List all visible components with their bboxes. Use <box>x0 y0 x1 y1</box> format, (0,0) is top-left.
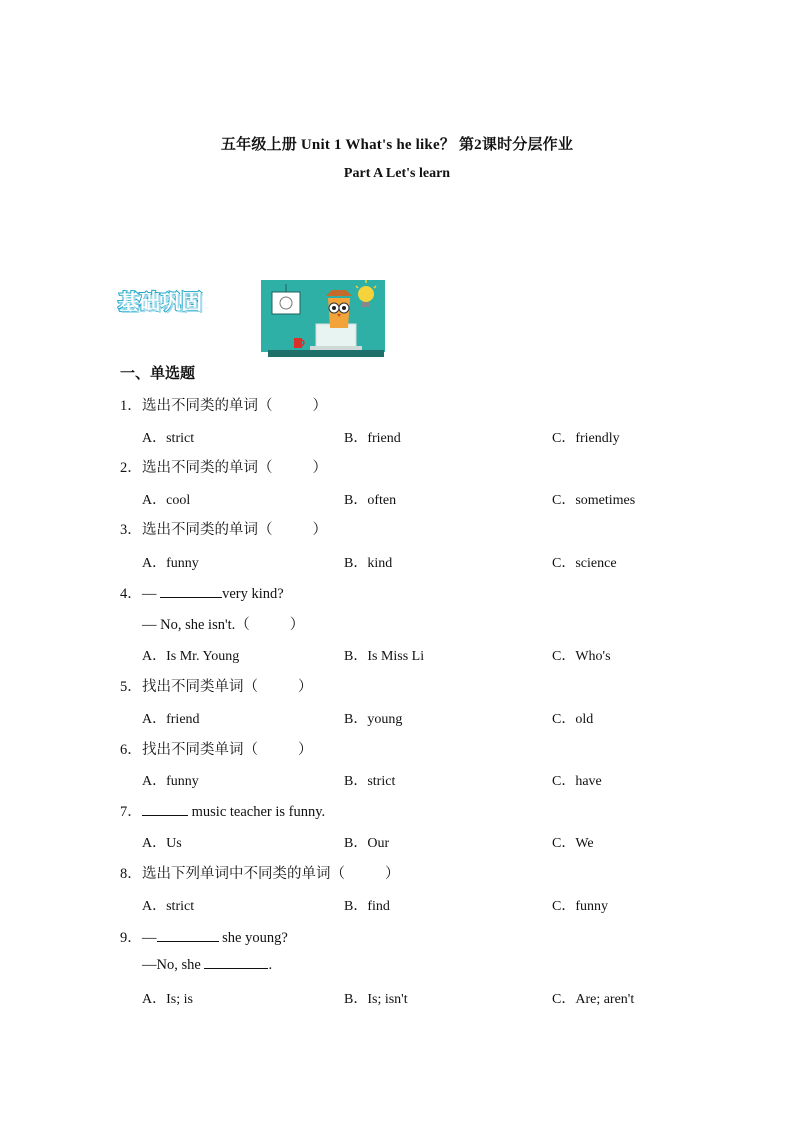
option-a[interactable]: A．funny <box>142 556 199 571</box>
option-b[interactable]: B．Our <box>344 836 390 851</box>
question-stem: 选出不同类的单词（ <box>142 522 273 538</box>
question-1 <box>120 394 327 415</box>
question-number: 4． <box>120 586 142 602</box>
mug-icon <box>294 338 302 348</box>
question-number: 6． <box>120 742 142 758</box>
option-b[interactable]: B．Is; isn't <box>344 992 408 1007</box>
dialogue-dash: — <box>142 930 157 946</box>
option-c[interactable]: C．old <box>552 712 594 727</box>
question-4 <box>120 582 284 603</box>
answer-blank[interactable] <box>204 967 268 969</box>
question-9-reply <box>142 957 272 974</box>
reply-text: — No, she isn't.（ <box>142 617 250 633</box>
question-5 <box>120 675 313 696</box>
classroom-illustration <box>258 278 388 362</box>
option-b[interactable]: B．kind <box>344 556 393 571</box>
option-a[interactable]: A．friend <box>142 712 200 727</box>
option-a[interactable]: A．funny <box>142 774 199 789</box>
question-stem: 选出下列单词中不同类的单词（ <box>142 866 345 882</box>
badge-label: 基础巩固 <box>118 290 202 314</box>
option-c[interactable]: C．have <box>552 774 602 789</box>
dialogue-dash: — <box>142 586 157 602</box>
reply-text: —No, she <box>142 957 205 973</box>
question-stem: very kind? <box>222 586 284 602</box>
question-stem: she young? <box>218 930 288 946</box>
option-a[interactable]: A．cool <box>142 493 191 508</box>
question-number: 8． <box>120 866 142 882</box>
option-c[interactable]: C．sometimes <box>552 493 636 508</box>
section-heading: 一、单选题 <box>120 364 196 382</box>
option-a[interactable]: A．strict <box>142 899 195 914</box>
question-number: 9． <box>120 930 142 946</box>
option-a[interactable]: A．Is Mr. Young <box>142 649 240 664</box>
answer-blank[interactable] <box>157 940 219 942</box>
question-3 <box>120 518 327 539</box>
option-b[interactable]: B．strict <box>344 774 396 789</box>
question-close: ） <box>385 866 400 882</box>
desk-icon <box>268 350 384 357</box>
picture-frame-icon <box>272 292 300 314</box>
answer-blank[interactable] <box>142 814 188 816</box>
question-2 <box>120 456 327 477</box>
page-subtitle: Part A Let's learn <box>343 166 451 181</box>
page-title: 五年级上册 Unit 1 What's he like？ 第2课时分层作业 <box>220 137 574 153</box>
question-8 <box>120 862 400 883</box>
question-close: ） <box>312 460 327 476</box>
question-number: 3． <box>120 522 142 538</box>
question-stem: 找出不同类单词（ <box>142 742 258 758</box>
question-close: ） <box>312 398 327 414</box>
option-a[interactable]: A．strict <box>142 431 195 446</box>
option-a[interactable]: A．Us <box>142 836 182 851</box>
option-c[interactable]: C．friendly <box>552 431 620 446</box>
question-7 <box>120 800 325 821</box>
question-close: ） <box>298 679 313 695</box>
question-close: ） <box>298 742 313 758</box>
option-c[interactable]: C．funny <box>552 899 608 914</box>
question-6 <box>120 738 313 759</box>
option-b[interactable]: B．Is Miss Li <box>344 649 425 664</box>
option-a[interactable]: A．Is; is <box>142 992 193 1007</box>
question-number: 1． <box>120 398 142 414</box>
question-4-reply <box>142 613 304 634</box>
question-number: 7． <box>120 804 142 820</box>
option-c[interactable]: C．science <box>552 556 617 571</box>
question-close: ） <box>289 617 305 633</box>
answer-blank[interactable] <box>160 596 222 598</box>
question-close: ） <box>312 522 327 538</box>
option-c[interactable]: C．Who's <box>552 649 611 664</box>
question-stem: 找出不同类单词（ <box>142 679 258 695</box>
owl-body-icon <box>328 298 350 328</box>
option-b[interactable]: B．friend <box>344 431 401 446</box>
question-stem: music teacher is funny. <box>188 804 326 820</box>
reply-period: . <box>268 957 273 973</box>
option-b[interactable]: B．young <box>344 712 403 727</box>
question-number: 2． <box>120 460 142 476</box>
question-stem: 选出不同类的单词（ <box>142 398 273 414</box>
option-b[interactable]: B．find <box>344 899 390 914</box>
lightbulb-icon <box>358 286 374 302</box>
option-c[interactable]: C．Are; aren't <box>552 992 635 1007</box>
question-number: 5． <box>120 679 142 695</box>
option-c[interactable]: C．We <box>552 836 594 851</box>
question-stem: 选出不同类的单词（ <box>142 460 273 476</box>
question-9 <box>120 926 288 947</box>
option-b[interactable]: B．often <box>344 493 397 508</box>
section-badge <box>118 286 228 316</box>
